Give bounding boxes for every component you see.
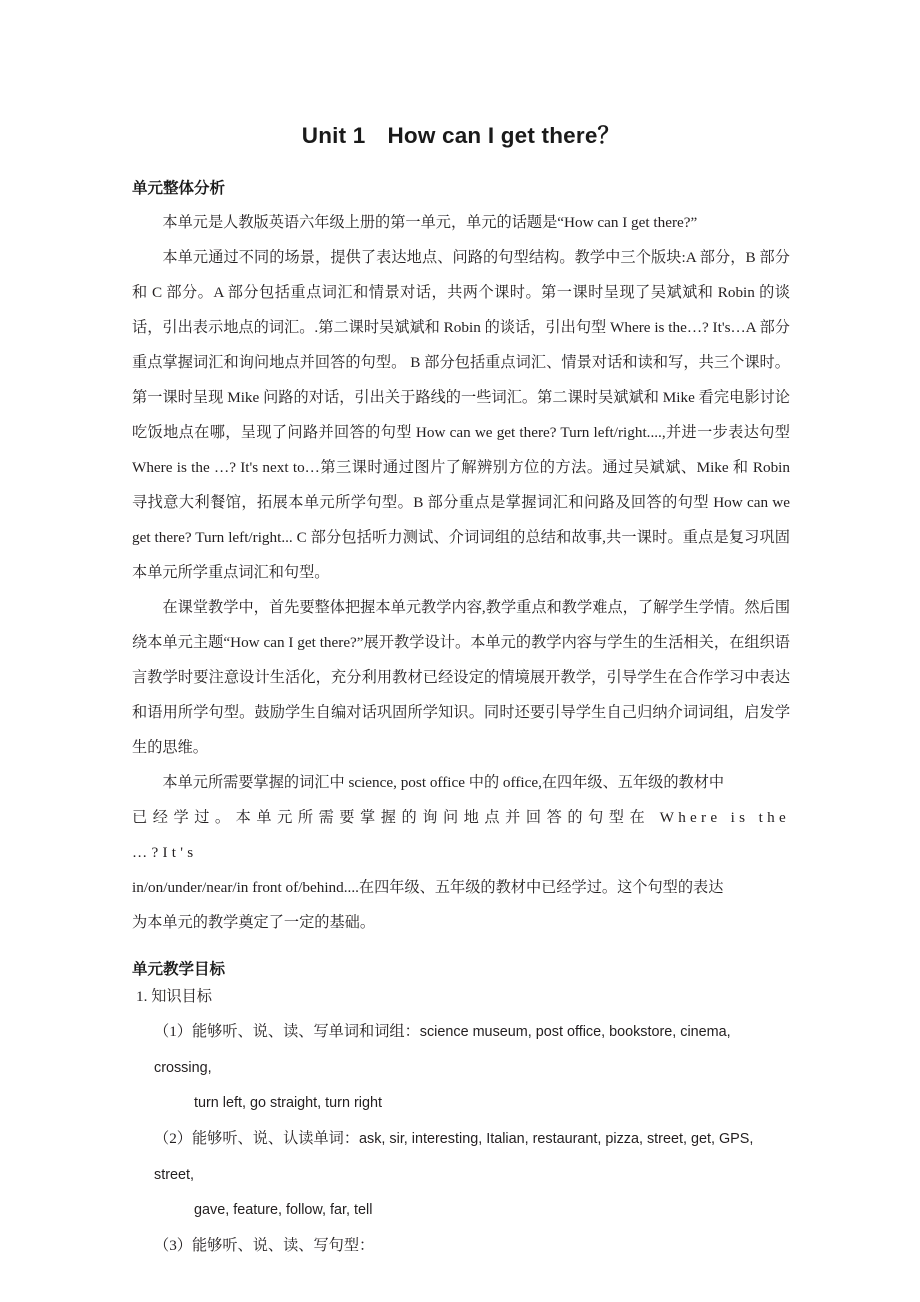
paragraph-intro: 本单元是人教版英语六年级上册的第一单元，单元的话题是“How can I get there?” bbox=[162, 214, 698, 231]
goal-sub-item-3 bbox=[132, 1228, 790, 1263]
goal-sub-item-1-lead: 能够听、说、读、写单词和词组： bbox=[191, 1023, 420, 1040]
goal-sub-item-2-lead: 能够听、说、认读单词： bbox=[191, 1130, 360, 1147]
goal-sub-item-1-words-line1: science museum, post office, bookstore, cinema, crossing, bbox=[154, 1024, 731, 1076]
heading-teaching-goals: 单元教学目标 bbox=[132, 961, 226, 978]
goal-sub-item-3-lead: 能够听、说、读、写句型： bbox=[191, 1237, 375, 1254]
goal-sub-item-2-words-line2: gave, feature, follow, far, tell bbox=[194, 1202, 373, 1218]
paragraph-vocabulary-background-line1: 本单元所需要掌握的词汇中 science, post office 中的 office,在四年级、五年级的教材中 bbox=[162, 774, 725, 791]
page-title bbox=[132, 0, 790, 150]
goal-item-knowledge: 1. 知识目标 bbox=[136, 988, 212, 1005]
goal-sub-item-1-words-line2: turn left, go straight, turn right bbox=[194, 1095, 382, 1111]
paragraph-unit-structure: 本单元通过不同的场景，提供了表达地点、问路的句型结构。教学中三个版块:A 部分，B 部分和 C 部分。A 部分包括重点词汇和情景对话，共两个课时。第一课时呈现了吴斌斌和 Robin 的谈话，引出表示地点的词汇。.第二课时吴斌斌和 Robin 的谈话，引出句型 Where is the…? It's…A 部分重点掌握词汇和询问地点并回答的句型。 B 部分包括重点词汇、情景对话和读和写，共三个课时。第一课时呈现 Mike 问路的对话，引出关于路线的一些词汇。第二课时吴斌斌和 Mike 看完电影讨论吃饭地点在哪，呈现了问路并回答的句型 How can we get there? Turn left/right....,并进一步表达句型 Where is the …? It's next to…第三课时通过图片了解辨别方位的方法。通过吴斌斌、Mike 和 Robin 寻找意大利餐馆，拓展本单元所学句型。B 部分重点是掌握词汇和问路及回答的句型 How can we get there? Turn left/right... C 部分包括听力测试、介词词组的总结和故事,共一课时。重点是复习巩固本单元所学重点词汇和句型。 bbox=[132, 249, 790, 581]
goal-sub-item-1-marker: （1） bbox=[154, 1023, 192, 1040]
paragraph-classroom-teaching: 在课堂教学中，首先要整体把握本单元教学内容,教学重点和教学难点，了解学生学情。然后围绕本单元主题“How can I get there?”展开教学设计。本单元的教学内容与学生的生活相关，在组织语言教学时要注意设计生活化，充分利用教材已经设定的情境展开教学，引导学生在合作学习中表达和语用所学句型。鼓励学生自编对话巩固所学知识。同时还要引导学生自己归纳介词词组，启发学生的思维。 bbox=[132, 599, 790, 756]
title-question: How can I get there？ bbox=[387, 123, 621, 148]
paragraph-vocabulary-background-line2: 已经学过。本单元所需要掌握的询问地点并回答的句型在 Where is the …?It's bbox=[132, 809, 790, 861]
paragraph-vocabulary-background-line4: 为本单元的教学奠定了一定的基础。 bbox=[132, 914, 375, 931]
goal-sub-item-2-words-line1: ask, sir, interesting, Italian, restaurant, pizza, street, get, GPS, street, bbox=[154, 1131, 754, 1183]
goal-sub-item-1 bbox=[132, 1014, 790, 1121]
heading-overall-analysis: 单元整体分析 bbox=[132, 180, 226, 197]
goal-sub-item-3-marker: （3） bbox=[154, 1237, 192, 1254]
title-unit: Unit 1 bbox=[301, 123, 366, 148]
paragraph-vocabulary-background-line3: in/on/under/near/in front of/behind....在四年级、五年级的教材中已经学过。这个句型的表达 bbox=[132, 879, 724, 896]
goal-sub-item-2-marker: （2） bbox=[154, 1130, 192, 1147]
goal-sub-item-2 bbox=[132, 1121, 790, 1228]
